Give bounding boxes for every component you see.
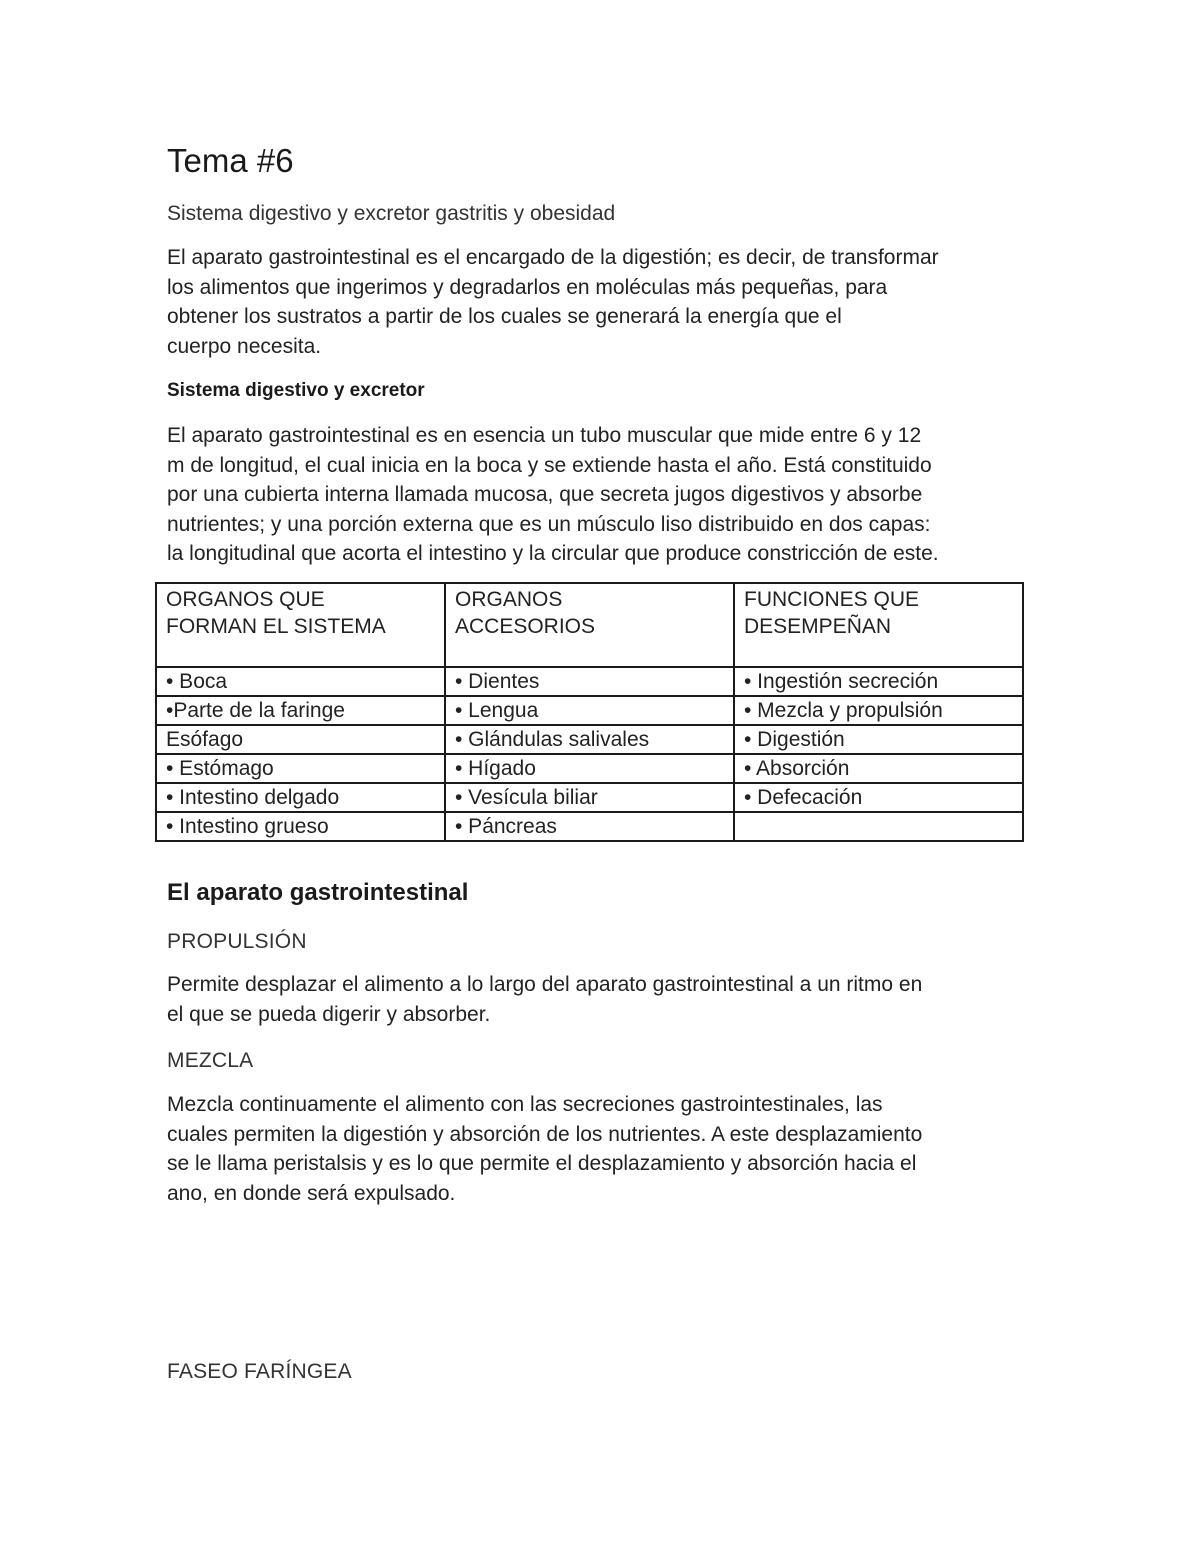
intro-paragraph [167, 243, 1067, 361]
table-cell: • Lengua [445, 696, 734, 725]
mezcla-label: MEZCLA [167, 1049, 254, 1072]
table-row [156, 812, 1023, 841]
section1-paragraph [167, 421, 1067, 569]
table-cell: • Mezcla y propulsión [734, 696, 1023, 725]
table-cell: • Páncreas [445, 812, 734, 841]
table-cell: • Defecación [734, 783, 1023, 812]
page-title: Tema #6 [167, 142, 294, 179]
faseo-faringea-label: FASEO FARÍNGEA [167, 1360, 352, 1383]
paragraph-line: Mezcla continuamente el alimento con las secreciones gastrointestinales, las [167, 1093, 883, 1116]
table-header-cell [156, 583, 445, 667]
paragraph-line: ano, en donde será expulsado. [167, 1181, 456, 1205]
table-cell: • Ingestión secreción [734, 667, 1023, 696]
table-row [156, 696, 1023, 725]
paragraph-line: cuales permiten la digestión y absorción de los nutrientes. A este desplazamiento [167, 1122, 923, 1146]
propulsion-paragraph [167, 970, 1067, 1029]
header-line: FORMAN EL SISTEMA [166, 615, 386, 638]
paragraph-line: El aparato gastrointestinal es el encargado de la digestión; es decir, de transformar [167, 246, 939, 269]
paragraph-line: obtener los sustratos a partir de los cuales se generará la energía que el [167, 305, 842, 328]
paragraph-line: m de longitud, el cual inicia en la boca y se extiende hasta el año. Está constituido [167, 453, 932, 477]
page-subtitle: Sistema digestivo y excretor gastritis y obesidad [167, 202, 616, 225]
table-cell: • Estómago [156, 754, 445, 783]
table-cell: • Absorción [734, 754, 1023, 783]
header-line: FUNCIONES QUE [744, 588, 920, 611]
organ-table [155, 582, 1024, 842]
propulsion-label: PROPULSIÓN [167, 930, 307, 953]
table-cell: •Parte de la faringe [156, 696, 445, 725]
paragraph-line: El aparato gastrointestinal es en esencia un tubo muscular que mide entre 6 y 12 [167, 424, 922, 447]
table-cell: • Boca [156, 667, 445, 696]
table-header-cell [734, 583, 1023, 667]
section-heading-digestivo: Sistema digestivo y excretor [167, 380, 425, 401]
table-row [156, 754, 1023, 783]
table-cell: • Vesícula biliar [445, 783, 734, 812]
paragraph-line: cuerpo necesita. [167, 334, 322, 358]
paragraph-line: la longitudinal que acorta el intestino y la circular que produce constricción de este. [167, 542, 939, 565]
table-cell-empty [734, 812, 1023, 841]
table-cell: • Intestino grueso [156, 812, 445, 841]
table-row [156, 725, 1023, 754]
mezcla-paragraph [167, 1090, 1067, 1208]
table-row [156, 667, 1023, 696]
header-line: ACCESORIOS [455, 615, 596, 638]
header-line: ORGANOS QUE [166, 588, 325, 611]
table-cell: • Glándulas salivales [445, 725, 734, 754]
table-row [156, 783, 1023, 812]
paragraph-line: el que se pueda digerir y absorber. [167, 1002, 491, 1026]
table-cell: Esófago [156, 725, 445, 754]
section-heading-gastrointestinal: El aparato gastrointestinal [167, 879, 469, 906]
header-line: ORGANOS [455, 588, 563, 611]
paragraph-line: Permite desplazar el alimento a lo largo del aparato gastrointestinal a un ritmo en [167, 973, 923, 996]
paragraph-line: nutrientes; y una porción externa que es un músculo liso distribuido en dos capas: [167, 512, 931, 536]
table-header-cell [445, 583, 734, 667]
table-cell: • Intestino delgado [156, 783, 445, 812]
table-cell: • Hígado [445, 754, 734, 783]
header-line: DESEMPEÑAN [744, 615, 892, 638]
table-cell: • Dientes [445, 667, 734, 696]
table-header-row [156, 583, 1023, 667]
table-cell: • Digestión [734, 725, 1023, 754]
paragraph-line: los alimentos que ingerimos y degradarlos en moléculas más pequeñas, para [167, 275, 888, 299]
paragraph-line: por una cubierta interna llamada mucosa, que secreta jugos digestivos y absorbe [167, 483, 923, 506]
paragraph-line: se le llama peristalsis y es lo que permite el desplazamiento y absorción hacia el [167, 1152, 917, 1175]
